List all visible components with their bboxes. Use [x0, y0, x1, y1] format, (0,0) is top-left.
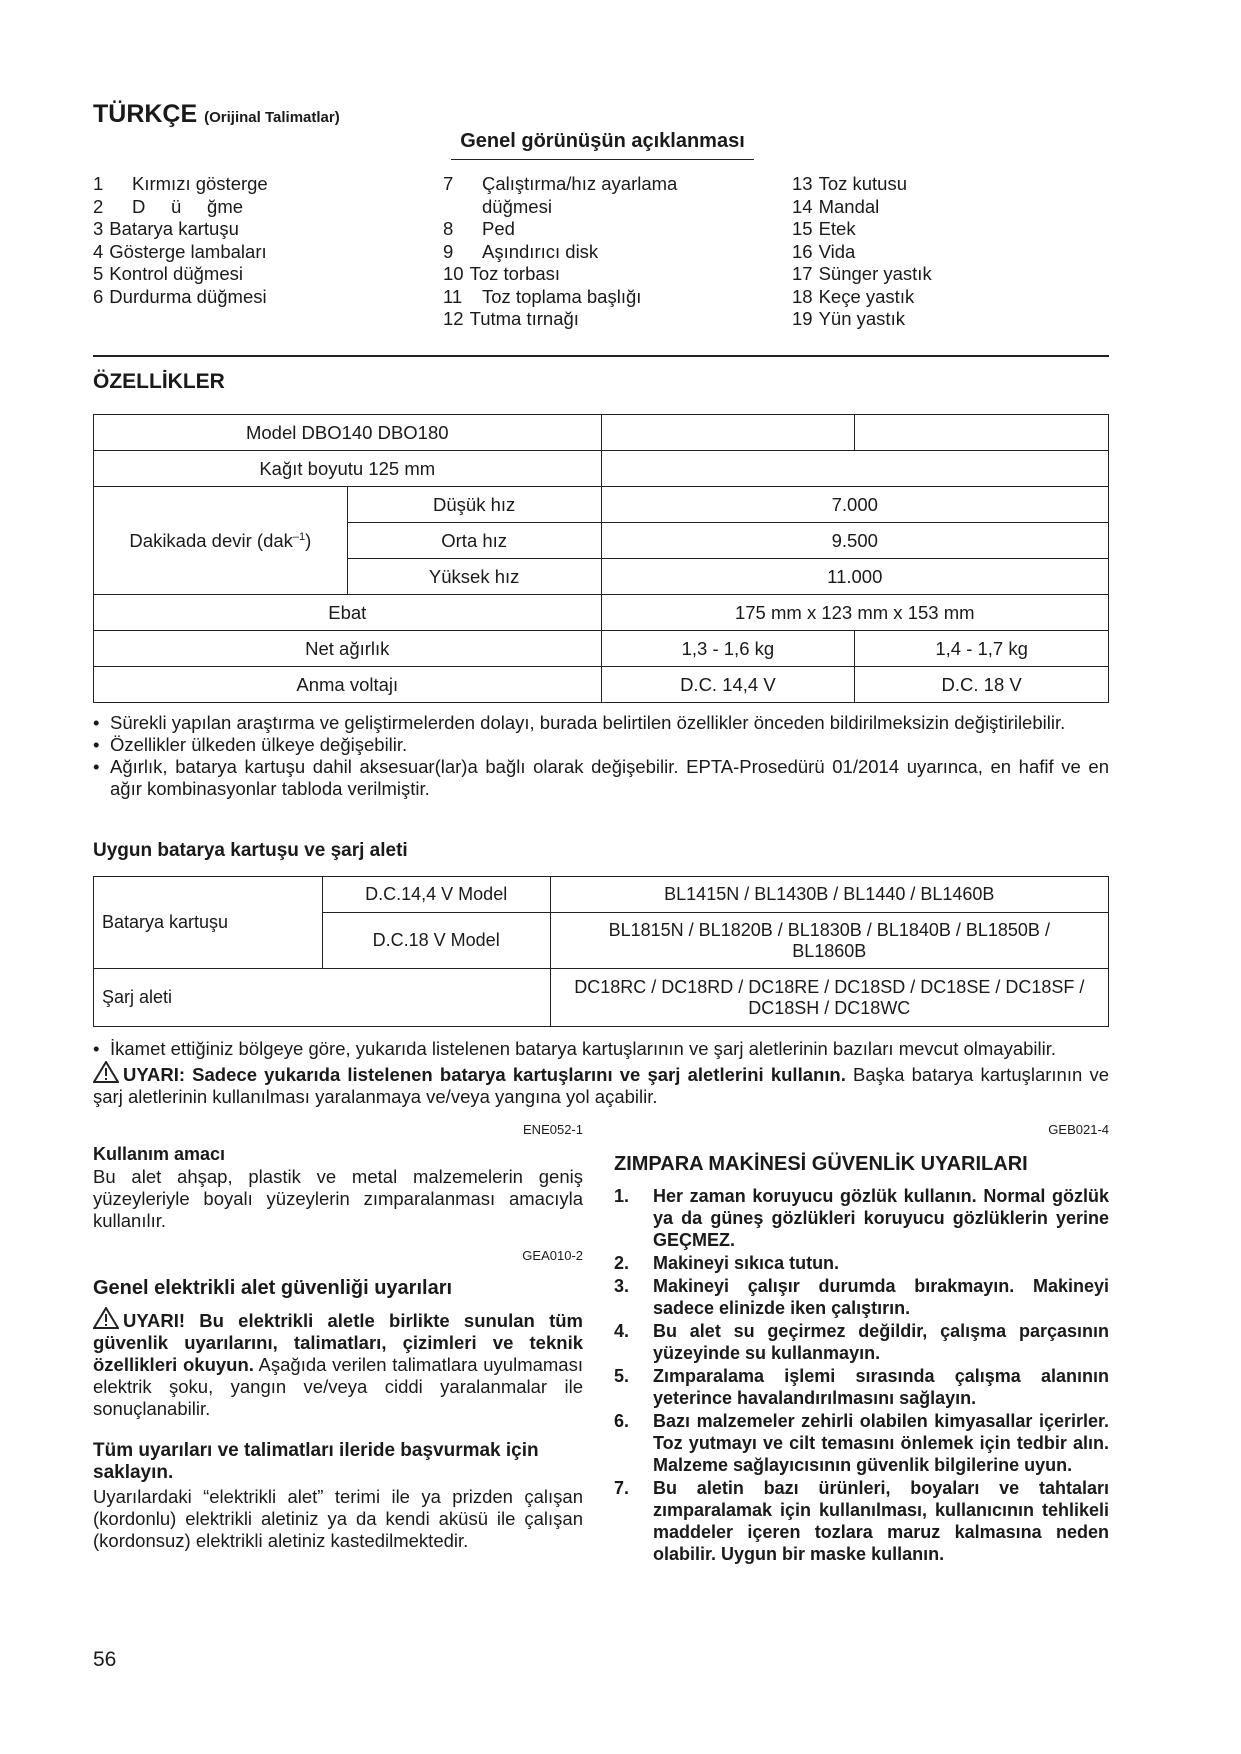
overview-item: 16 Vida	[792, 240, 856, 262]
cartridge-label-cell: Batarya kartuşu	[94, 877, 323, 969]
table-row	[94, 667, 1109, 703]
paper-size-cell: Kağıt boyutu 125 mm	[94, 451, 602, 487]
overview-item: 13 Toz kutusu	[792, 173, 908, 194]
overview-item: 7 Çalıştırma/hız ayarlama	[443, 173, 678, 194]
sander-safety-title: ZIMPARA MAKİNESİ GÜVENLİK UYARILARI	[614, 1153, 1028, 1175]
specs-table	[93, 414, 1109, 703]
overview-item: düğmesi	[482, 195, 552, 217]
note-item: • Sürekli yapılan araştırma ve geliştirmelerden dolayı, burada belirtilen özellikler önceden bildirilmeksizin değiştirilebilir.	[93, 712, 1109, 734]
cartridges-18-cell: BL1815N / BL1820B / BL1830B / BL1840B / BL1850B / BL1860B	[550, 913, 1108, 969]
battery-title: Uygun batarya kartuşu ve şarj aleti	[93, 840, 408, 861]
table-row	[94, 415, 1109, 451]
size-value-cell: 175 mm x 123 mm x 153 mm	[601, 595, 1108, 631]
overview-item: 1 Kırmızı gösterge	[93, 173, 268, 194]
overview-item: 4 Gösterge lambaları	[93, 240, 267, 262]
save-title: Tüm uyarıları ve talimatları ileride başvurmak için saklayın.	[93, 1440, 539, 1483]
overview-item: 14 Mandal	[792, 195, 880, 217]
speed-value-cell: 11.000	[601, 559, 1108, 595]
code-geb: GEB021-4	[1048, 1122, 1109, 1137]
usage-title: Kullanım amacı	[93, 1144, 226, 1164]
overview-item: 3 Batarya kartuşu	[93, 218, 239, 239]
model-18-cell: D.C.18 V Model	[322, 913, 550, 969]
list-item: 4. Bu alet su geçirmez değildir, çalışma parçasının yüzeyinde su kullanmayın.	[614, 1321, 1109, 1363]
overview-item: 10 Toz torbası	[443, 263, 561, 284]
note-item: • Ağırlık, batarya kartuşu dahil aksesuar(lar)a bağlı olarak değişebilir. EPTA-Prosedürü 01/2014 uyarınca, en hafif ve en ağır kombinasyonlar tabloda verilmiştir.	[93, 756, 1109, 800]
overview-item: 19 Yün yastık	[792, 308, 905, 329]
model-cell: Model DBO140 DBO180	[94, 415, 602, 451]
overview-title: Genel görünüşün açıklanması	[451, 130, 754, 160]
empty-cell	[855, 415, 1109, 451]
table-row	[94, 451, 1109, 487]
voltage-label-cell: Anma voltajı	[94, 667, 602, 703]
size-label-cell: Ebat	[94, 595, 602, 631]
overview-item: 8 Ped	[443, 218, 515, 239]
specs-notes	[93, 712, 1109, 800]
general-warning: UYARI! Bu elektrikli aletle birlikte sunulan tüm güvenlik uyarılarını, talimatları, çizimleri ve teknik özellikleri okuyun. Aşağıda verilen talimatlara uyulmaması elektrik şoku, yangın ve/veya ciddi yaralanmalar ile sonuçlanabilir.	[93, 1307, 583, 1420]
table-row	[94, 877, 1109, 913]
overview-item: 6 Durdurma düğmesi	[93, 285, 267, 307]
overview-item: 12 Tutma tırnağı	[443, 308, 579, 329]
empty-cell	[601, 451, 1108, 487]
weight-label-cell: Net ağırlık	[94, 631, 602, 667]
general-title: Genel elektrikli alet güvenliği uyarıları	[93, 1277, 453, 1299]
overview-column-1	[93, 173, 268, 308]
overview-item: 9 Aşındırıcı disk	[443, 240, 599, 262]
model-144-cell: D.C.14,4 V Model	[322, 877, 550, 913]
cartridges-144-cell: BL1415N / BL1430B / BL1440 / BL1460B	[550, 877, 1108, 913]
speed-label-cell: Yüksek hız	[347, 559, 601, 595]
overview-item: 11 Toz toplama başlığı	[443, 285, 642, 307]
voltage-180-cell: D.C. 18 V	[855, 667, 1109, 703]
battery-table	[93, 876, 1109, 1027]
section-divider	[93, 355, 1109, 357]
overview-item: 18 Keçe yastık	[792, 285, 915, 307]
speed-value-cell: 7.000	[601, 487, 1108, 523]
note-item: • İkamet ettiğiniz bölgeye göre, yukarıda listelenen batarya kartuşlarının ve şarj aletlerinin bazıları mevcut olmayabilir.	[93, 1038, 1109, 1060]
list-item: 5. Zımparalama işlemi sırasında çalışma alanının yeterince havalandırılmasını sağlayın.	[614, 1366, 1109, 1408]
table-row	[94, 631, 1109, 667]
rpm-label-cell: Dakikada devir (dak$^{-1}$)	[94, 487, 348, 595]
page-number: 56	[93, 1648, 117, 1671]
overview-column-2	[443, 173, 677, 331]
speed-label-cell: Orta hız	[347, 523, 601, 559]
code-gea: GEA010-2	[522, 1248, 583, 1263]
list-item: 1. Her zaman koruyucu gözlük kullanın. Normal gözlük ya da güneş gözlükleri koruyucu gözlüklerin yerine GEÇMEZ.	[614, 1186, 1109, 1250]
battery-notes	[93, 1038, 1109, 1108]
speed-label-cell: Düşük hız	[347, 487, 601, 523]
warning-icon	[93, 1307, 119, 1329]
weight-180-cell: 1,4 - 1,7 kg	[855, 631, 1109, 667]
overview-item: 2 D ü ğme	[93, 195, 244, 217]
overview-item: 17 Sünger yastık	[792, 263, 932, 284]
voltage-140-cell: D.C. 14,4 V	[601, 667, 855, 703]
table-row	[94, 595, 1109, 631]
page-title	[93, 100, 340, 129]
warning-icon	[93, 1061, 119, 1083]
overview-item: 15 Etek	[792, 218, 856, 239]
list-item: 7. Bu aletin bazı ürünleri, boyaları ve tahtaları zımparalamak için kullanılması, kullanıcının tehlikeli maddeler içeren tozlara maruz kalmasına neden olabilir. Uygun bir maske kullanın.	[614, 1478, 1109, 1564]
battery-warning: UYARI: Sadece yukarıda listelenen batarya kartuşlarını ve şarj aletlerini kullanın. Başka batarya kartuşlarının ve şarj aletlerinin kullanılması yaralanmaya ve/veya yangına yol açabilir.	[93, 1061, 1109, 1108]
list-item: 3. Makineyi çalışır durumda bırakmayın. Makineyi sadece elinizde iken çalıştırın.	[614, 1276, 1109, 1318]
code-ene: ENE052-1	[523, 1122, 583, 1137]
charger-label-cell: Şarj aleti	[94, 969, 551, 1027]
sander-safety-list	[614, 1185, 1109, 1566]
overview-column-3	[792, 173, 932, 331]
table-row	[94, 969, 1109, 1027]
language-title: TÜRKÇE	[93, 100, 198, 128]
usage-text: Bu alet ahşap, plastik ve metal malzemelerin geniş yüzeyleriyle boyalı yüzeylerin zımparalanması amacıyla kullanılır.	[93, 1166, 583, 1231]
weight-140-cell: 1,3 - 1,6 kg	[601, 631, 855, 667]
language-subtitle: (Orijinal Talimatlar)	[204, 109, 340, 126]
empty-cell	[601, 415, 855, 451]
table-row	[94, 487, 1109, 523]
specs-title: ÖZELLİKLER	[93, 370, 225, 393]
list-item: 6. Bazı malzemeler zehirli olabilen kimyasallar içerirler. Toz yutmayı ve cilt temasını önlemek için tedbir alın. Malzeme sağlayıcısının güvenlik bilgilerine uyun.	[614, 1411, 1109, 1475]
overview-item: 5 Kontrol düğmesi	[93, 263, 243, 284]
save-text: Uyarılardaki “elektrikli alet” terimi ile ya prizden çalışan (kordonlu) elektrikli aletiniz ya da kendi aküsü ile çalışan (kordonsuz) elektrikli aletiniz kastedilmektedir.	[93, 1486, 583, 1551]
speed-value-cell: 9.500	[601, 523, 1108, 559]
chargers-cell: DC18RC / DC18RD / DC18RE / DC18SD / DC18SE / DC18SF / DC18SH / DC18WC	[550, 969, 1108, 1027]
list-item: 2. Makineyi sıkıca tutun.	[614, 1253, 840, 1273]
note-item: • Özellikler ülkeden ülkeye değişebilir.	[93, 734, 1109, 756]
